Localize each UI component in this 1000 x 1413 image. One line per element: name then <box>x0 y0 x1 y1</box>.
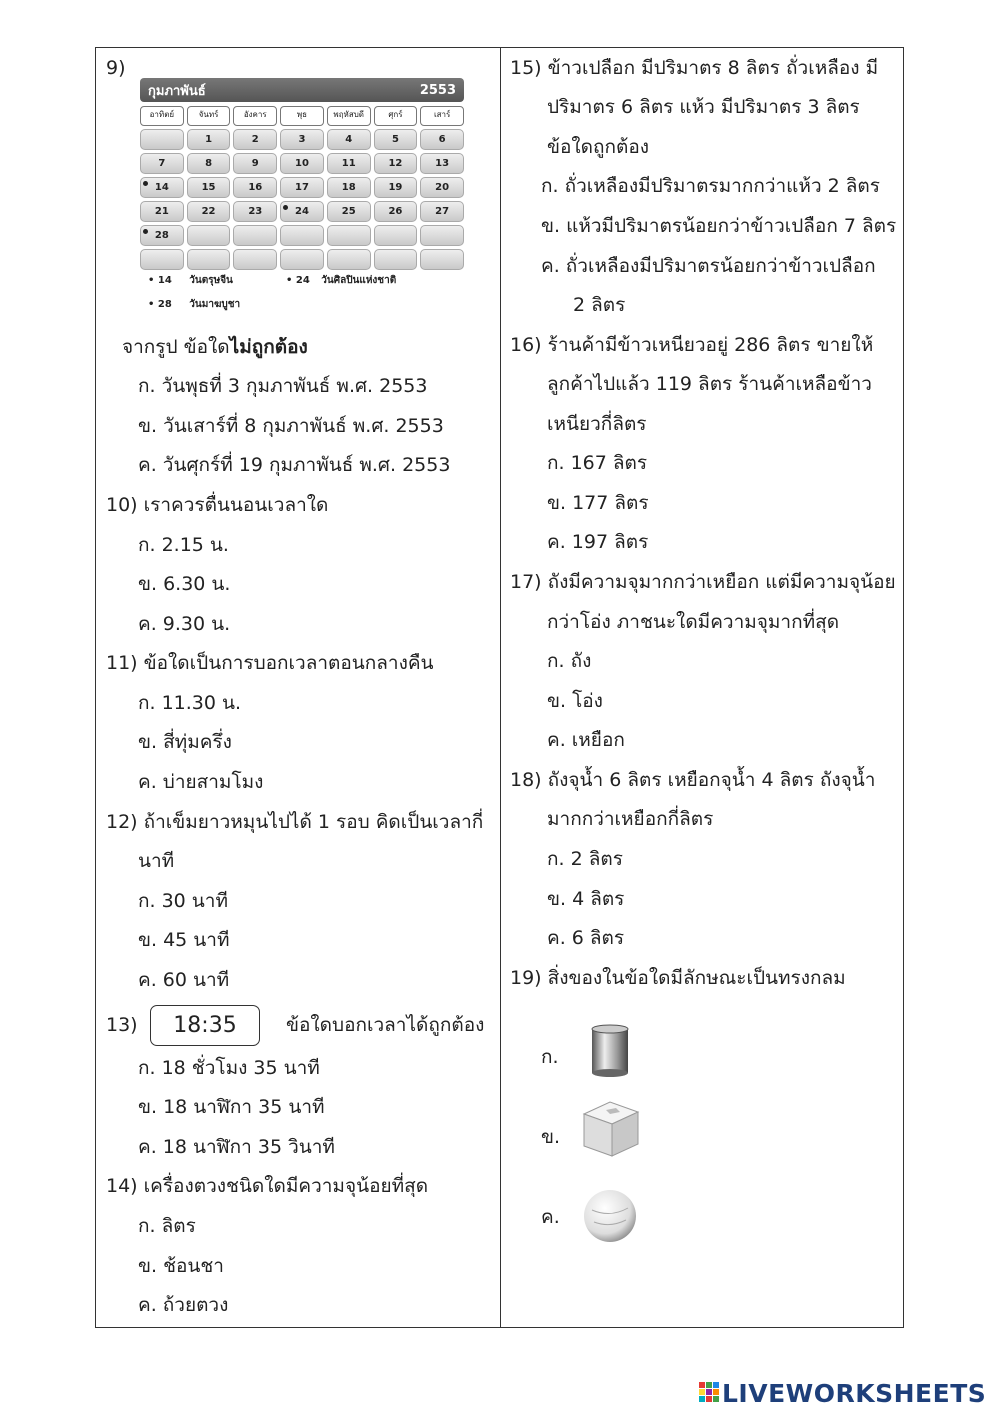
q17-option[interactable]: ข. โอ่ง <box>547 690 603 712</box>
calendar-year: 2553 <box>419 82 456 98</box>
calendar-day-number: 12 <box>388 158 403 169</box>
calendar-day-number: 1 <box>205 134 213 145</box>
calendar-day-number: 20 <box>435 182 450 193</box>
calendar-day-number: 25 <box>341 206 356 217</box>
calendar-day-cell <box>420 177 464 198</box>
q18-question-cont: มากกว่าเหยือกกี่ลิตร <box>547 808 714 830</box>
calendar-month: กุมภาพันธ์ <box>148 83 206 99</box>
q19-option[interactable]: ข. <box>541 1126 561 1148</box>
calendar-day-cell <box>374 249 418 270</box>
liveworksheets-logo: LIVEWORKSHEETS <box>722 1379 987 1408</box>
box-image[interactable] <box>580 1096 642 1160</box>
calendar-day-number: 9 <box>251 158 259 169</box>
calendar-day-cell <box>140 249 184 270</box>
calendar-note <box>148 297 240 312</box>
calendar-day-cell <box>140 153 184 174</box>
calendar-day-cell <box>374 225 418 246</box>
calendar-day-cell <box>374 177 418 198</box>
q18-option[interactable]: ค. 6 ลิตร <box>547 927 625 949</box>
calendar-day-cell <box>233 177 277 198</box>
calendar-day-cell <box>420 249 464 270</box>
q12-option[interactable]: ก. 30 นาที <box>138 890 228 912</box>
calendar-note <box>148 273 233 288</box>
calendar-day-cell <box>327 225 371 246</box>
q14-question: 14) เครื่องตวงชนิดใดมีความจุน้อยที่สุด <box>106 1175 429 1197</box>
q15-option[interactable]: ก. ถั่วเหลืองมีปริมาตรมากกว่าแห้ว 2 ลิตร <box>541 175 880 197</box>
column-divider <box>500 48 501 1327</box>
calendar-day-cell <box>280 153 324 174</box>
q13-number: 13) <box>106 1014 138 1036</box>
q19-option[interactable]: ค. <box>541 1206 560 1228</box>
q13-option[interactable]: ค. 18 นาฬิกา 35 วินาที <box>138 1136 335 1158</box>
q17-option[interactable]: ก. ถัง <box>547 650 592 672</box>
q18-option[interactable]: ก. 2 ลิตร <box>547 848 623 870</box>
calendar-day-number: 21 <box>154 206 169 217</box>
calendar-day-cell <box>140 201 184 222</box>
q17-question-cont: กว่าโอ่ง ภาชนะใดมีความจุมากที่สุด <box>547 611 840 633</box>
calendar-day-number: 4 <box>345 134 353 145</box>
q15-option[interactable]: ข. แห้วมีปริมาตรน้อยกว่าข้าวเปลือก 7 ลิตร <box>541 215 897 237</box>
calendar-day-number: 8 <box>205 158 213 169</box>
q10-option[interactable]: ค. 9.30 น. <box>138 613 231 635</box>
calendar-day-number: 17 <box>295 182 309 193</box>
q14-option[interactable]: ค. ถ้วยตวง <box>138 1294 229 1316</box>
calendar-day-cell <box>187 225 231 246</box>
calendar-day-number: 6 <box>438 134 446 145</box>
q15-option[interactable]: ค. ถั่วเหลืองมีปริมาตรน้อยกว่าข้าวเปลือก <box>541 255 876 277</box>
note-name: วันศิลปินแห่งชาติ <box>321 275 397 286</box>
calendar-day-number: 23 <box>248 206 263 217</box>
q16-question-cont: เหนียวกี่ลิตร <box>547 413 647 435</box>
q19-option[interactable]: ก. <box>541 1046 559 1068</box>
q12-question-cont: นาที <box>138 850 175 872</box>
calendar-day-number: 7 <box>158 158 166 169</box>
note-day: • 28 <box>148 299 172 310</box>
calendar-day-number: 18 <box>341 182 356 193</box>
calendar-day-cell <box>327 201 371 222</box>
q9-question-text: จากรูป ข้อใด <box>122 336 230 358</box>
calendar-note <box>286 273 396 288</box>
calendar-day-name: เสาร์ <box>420 106 464 126</box>
calendar-day-cell <box>140 225 184 246</box>
q12-option[interactable]: ข. 45 นาที <box>138 929 230 951</box>
q11-option[interactable]: ค. บ่ายสามโมง <box>138 771 264 793</box>
q18-question: 18) ถังจุน้ำ 6 ลิตร เหยือกจุน้ำ 4 ลิตร ถังจุน้ำ <box>510 769 876 791</box>
calendar-grid <box>140 106 464 270</box>
q15-option-cont: 2 ลิตร <box>573 294 626 316</box>
calendar-day-cell <box>140 129 184 150</box>
q9-question <box>122 335 308 359</box>
q16-question: 16) ร้านค้ามีข้าวเหนียวอยู่ 286 ลิตร ขายให้ <box>510 334 874 356</box>
calendar-day-cell <box>233 201 277 222</box>
calendar-day-cell <box>420 225 464 246</box>
digital-time-display: 18:35 <box>150 1005 260 1046</box>
calendar-day-cell <box>374 201 418 222</box>
calendar-day-cell <box>420 129 464 150</box>
calendar-day-number: 14 <box>154 182 169 193</box>
note-name: วันมาฆบูชา <box>189 299 241 310</box>
calendar-day-cell <box>374 129 418 150</box>
calendar-day-cell <box>374 153 418 174</box>
calendar-day-cell <box>327 249 371 270</box>
calendar-day-cell <box>327 129 371 150</box>
q16-option[interactable]: ค. 197 ลิตร <box>547 531 649 553</box>
calendar-day-name: จันทร์ <box>187 106 231 126</box>
q13-option[interactable]: ข. 18 นาฬิกา 35 นาที <box>138 1096 325 1118</box>
cylinder-image[interactable] <box>588 1023 632 1079</box>
q11-question: 11) ข้อใดเป็นการบอกเวลาตอนกลางคืน <box>106 652 434 674</box>
q14-option[interactable]: ก. ลิตร <box>138 1215 196 1237</box>
calendar-day-number: 24 <box>295 206 309 217</box>
calendar-day-number: 16 <box>248 182 263 193</box>
calendar-day-number: 22 <box>201 206 216 217</box>
calendar-day-cell <box>187 201 231 222</box>
q15-question-cont: ข้อใดถูกต้อง <box>547 136 650 158</box>
calendar-day-cell <box>420 201 464 222</box>
calendar-day-cell <box>187 177 231 198</box>
q10-option[interactable]: ก. 2.15 น. <box>138 534 229 556</box>
calendar-day-cell <box>280 177 324 198</box>
calendar-day-name: อาทิตย์ <box>140 106 184 126</box>
holiday-dot <box>143 229 148 234</box>
calendar-day-cell <box>140 177 184 198</box>
q9-option[interactable]: ข. วันเสาร์ที่ 8 กุมภาพันธ์ พ.ศ. 2553 <box>138 415 444 437</box>
calendar-day-number: 26 <box>388 206 403 217</box>
q18-option[interactable]: ข. 4 ลิตร <box>547 888 625 910</box>
calendar-day-number: 11 <box>341 158 356 169</box>
calendar-day-cell <box>280 249 324 270</box>
q9-option[interactable]: ก. วันพุธที่ 3 กุมภาพันธ์ พ.ศ. 2553 <box>138 375 428 397</box>
q9-question-emphasis: ไม่ถูกต้อง <box>229 336 308 358</box>
q17-option[interactable]: ค. เหยือก <box>547 729 625 751</box>
calendar-day-number: 27 <box>435 206 450 217</box>
q12-option[interactable]: ค. 60 นาที <box>138 969 230 991</box>
calendar-day-cell <box>327 177 371 198</box>
q13-option[interactable]: ก. 18 ชั่วโมง 35 นาที <box>138 1057 320 1079</box>
calendar-day-cell <box>233 225 277 246</box>
calendar-day-number: 3 <box>298 134 306 145</box>
q10-option[interactable]: ข. 6.30 น. <box>138 573 231 595</box>
calendar-day-name: พุธ <box>280 106 324 126</box>
calendar-day-cell <box>280 201 324 222</box>
calendar-day-name: อังคาร <box>233 106 277 126</box>
q11-option[interactable]: ก. 11.30 น. <box>138 692 242 714</box>
calendar-day-number: 10 <box>295 158 309 169</box>
q15-question: 15) ข้าวเปลือก มีปริมาตร 8 ลิตร ถั่วเหลือง มี <box>510 57 879 79</box>
note-day: • 24 <box>286 275 310 286</box>
calendar-day-cell <box>280 225 324 246</box>
calendar-day-name: พฤหัสบดี <box>327 106 371 126</box>
q9-number: 9) <box>106 57 126 79</box>
q10-question: 10) เราควรตื่นนอนเวลาใด <box>106 494 329 516</box>
calendar-day-name: ศุกร์ <box>374 106 418 126</box>
q15-question-cont: ปริมาตร 6 ลิตร แห้ว มีปริมาตร 3 ลิตร <box>547 96 860 118</box>
calendar-day-cell <box>187 129 231 150</box>
q16-question-cont: ลูกค้าไปแล้ว 119 ลิตร ร้านค้าเหลือข้าว <box>547 373 872 395</box>
ball-image[interactable] <box>582 1188 638 1244</box>
note-name: วันตรุษจีน <box>189 275 233 286</box>
calendar-day-cell <box>233 249 277 270</box>
q14-option[interactable]: ข. ช้อนชา <box>138 1255 224 1277</box>
calendar-day-number: 15 <box>201 182 216 193</box>
calendar-day-cell <box>187 249 231 270</box>
calendar-header <box>140 78 464 102</box>
note-day: • 14 <box>148 275 172 286</box>
q19-question: 19) สิ่งของในข้อใดมีลักษณะเป็นทรงกลม <box>510 967 846 989</box>
q12-question: 12) ถ้าเข็มยาวหมุนไปได้ 1 รอบ คิดเป็นเวลากี่ <box>106 811 484 833</box>
q16-option[interactable]: ก. 167 ลิตร <box>547 452 648 474</box>
holiday-dot <box>143 181 148 186</box>
calendar-day-cell <box>420 153 464 174</box>
calendar-day-cell <box>187 153 231 174</box>
holiday-dot <box>283 205 288 210</box>
calendar-day-cell <box>280 129 324 150</box>
calendar-day-cell <box>327 153 371 174</box>
q13-question: ข้อใดบอกเวลาได้ถูกต้อง <box>286 1014 485 1036</box>
q17-question: 17) ถังมีความจุมากกว่าเหยือก แต่มีความจุน้อย <box>510 571 896 593</box>
q16-option[interactable]: ข. 177 ลิตร <box>547 492 649 514</box>
q11-option[interactable]: ข. สี่ทุ่มครึ่ง <box>138 731 232 753</box>
calendar-day-number: 5 <box>391 134 399 145</box>
calendar <box>140 78 464 270</box>
calendar-day-cell <box>233 129 277 150</box>
calendar-day-number: 2 <box>251 134 259 145</box>
q9-option[interactable]: ค. วันศุกร์ที่ 19 กุมภาพันธ์ พ.ศ. 2553 <box>138 454 451 476</box>
calendar-day-number: 19 <box>388 182 403 193</box>
logo-icon <box>699 1382 719 1402</box>
worksheet <box>95 47 904 1328</box>
calendar-day-number: 28 <box>154 230 169 241</box>
calendar-day-cell <box>233 153 277 174</box>
calendar-day-number: 13 <box>435 158 450 169</box>
